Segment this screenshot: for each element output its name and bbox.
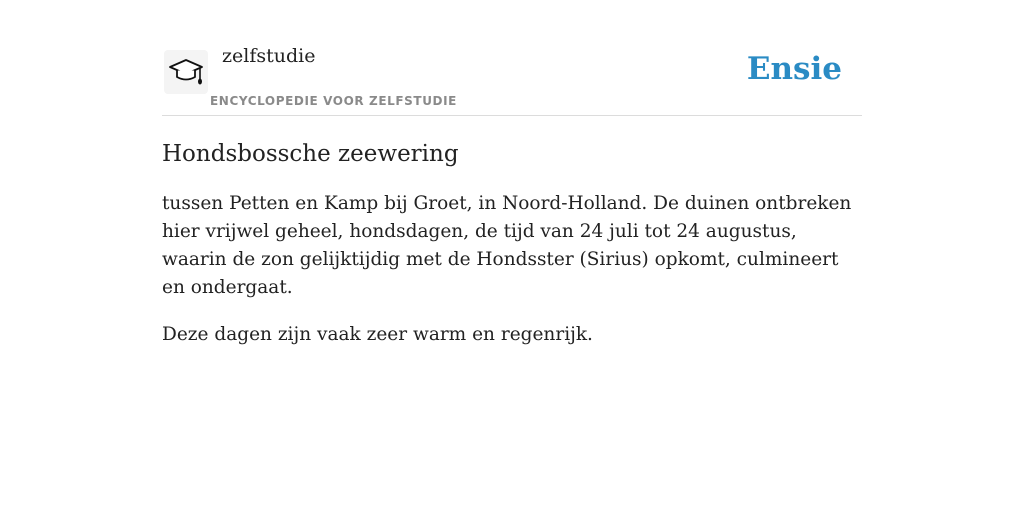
article-title: Hondsbossche zeewering bbox=[162, 141, 459, 167]
site-name[interactable]: zelfstudie bbox=[222, 45, 316, 67]
brand-logo-link[interactable]: Ensie bbox=[746, 51, 842, 87]
article bbox=[162, 138, 862, 349]
site-header bbox=[162, 0, 862, 116]
graduation-cap-icon bbox=[168, 56, 204, 88]
article-paragraph: Deze dagen zijn vaak zeer warm en regenrijk. bbox=[162, 324, 593, 345]
article-paragraph: tussen Petten en Kamp bij Groet, in Noord-Holland. De duinen ontbreken hier vrijwel geheel, hondsdagen, de tijd van 24 juli tot 24 augustus, waarin de zon gelijktijdig met de Hondsster (Sirius) opkomt, culmineert en ondergaat. bbox=[162, 193, 852, 298]
site-tagline: ENCYCLOPEDIE VOOR ZELFSTUDIE bbox=[210, 94, 457, 108]
logo-badge bbox=[164, 50, 208, 94]
